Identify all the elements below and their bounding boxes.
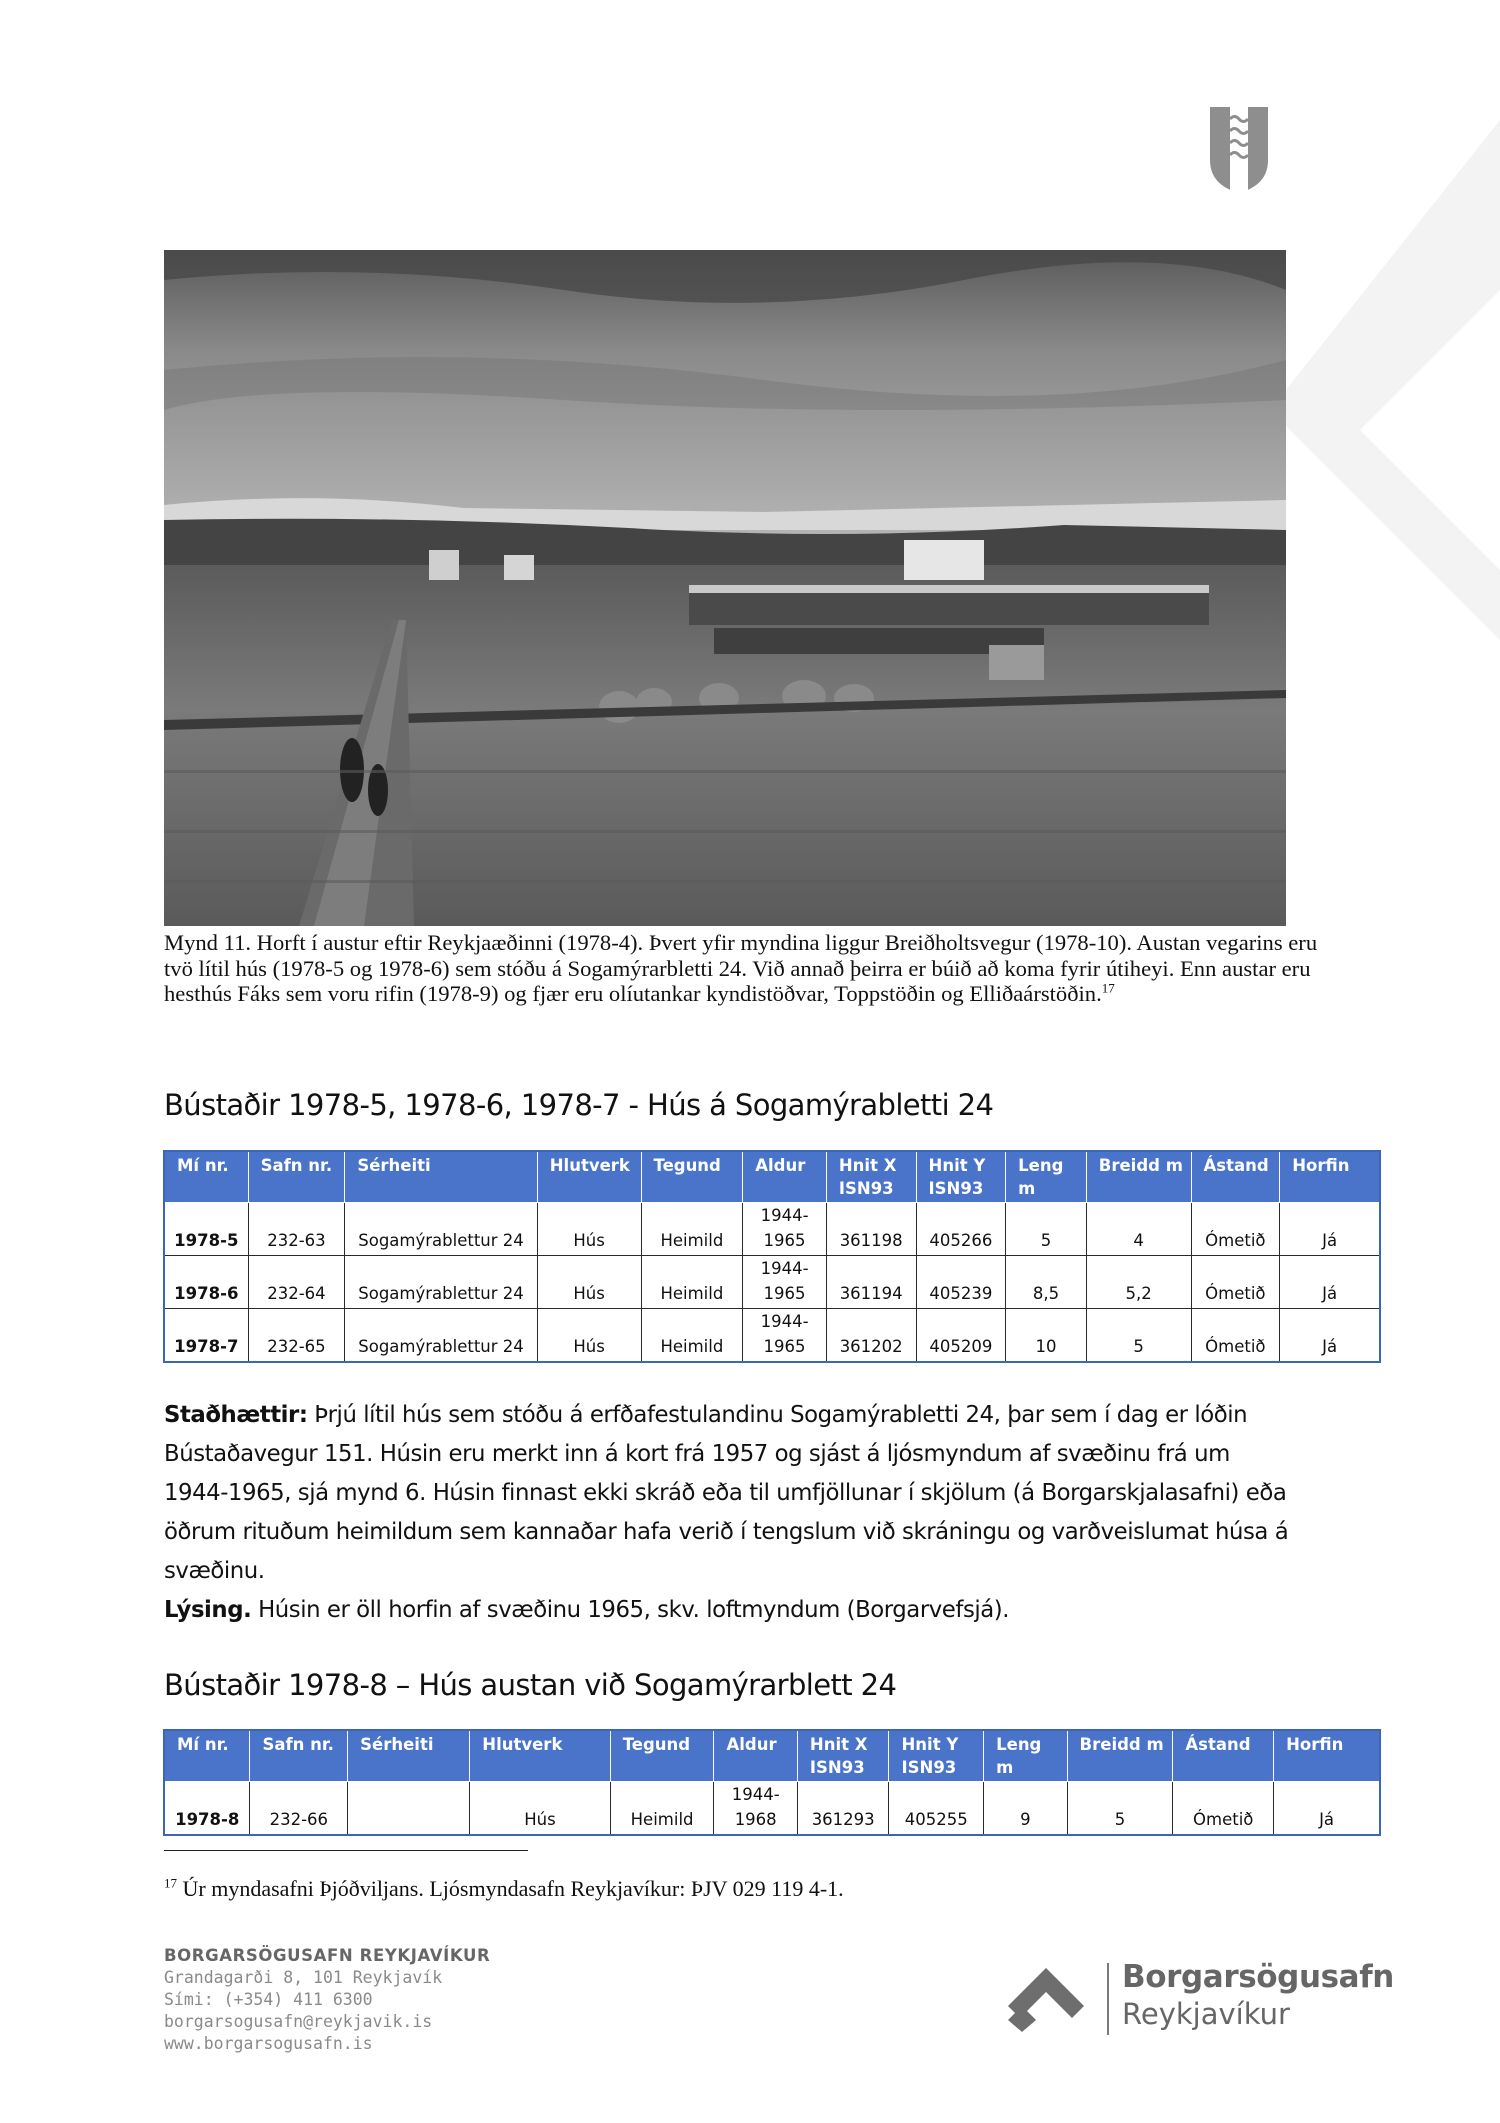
section1-heading: Bústaðir 1978-5, 1978-6, 1978-7 - Hús á Sogamýrabletti 24 xyxy=(164,1088,994,1122)
col-header: Aldur xyxy=(714,1731,797,1782)
cell-serheiti xyxy=(348,1782,470,1835)
cell-breidd: 5,2 xyxy=(1086,1256,1191,1309)
cell-hlutverk: Hús xyxy=(537,1203,641,1256)
col-header: Hlutverk xyxy=(470,1731,610,1782)
cell-aldur: 1944-1965 xyxy=(743,1309,827,1362)
cell-hnit-y: 405239 xyxy=(916,1256,1006,1309)
cell-horfin: Já xyxy=(1280,1256,1380,1309)
logo-line1: Borgarsögusafn xyxy=(1122,1959,1394,1995)
cell-astand: Ómetið xyxy=(1191,1256,1280,1309)
cell-serheiti: Sogamýrablettur 24 xyxy=(345,1203,537,1256)
cell-leng: 9 xyxy=(984,1782,1067,1835)
col-header: Hnit X ISN93 xyxy=(826,1152,916,1203)
footnote xyxy=(164,1876,844,1902)
cell-tegund: Heimild xyxy=(641,1203,743,1256)
body-text xyxy=(164,1396,1294,1630)
col-header: Ástand xyxy=(1191,1152,1280,1203)
footer-address xyxy=(164,1945,490,2055)
col-header: Hnit Y ISN93 xyxy=(889,1731,984,1782)
cell-hnit-x: 361198 xyxy=(826,1203,916,1256)
stadhaettir-label: Staðhættir: xyxy=(164,1402,308,1428)
lysing-paragraph xyxy=(164,1591,1294,1630)
reykjavik-crest-icon xyxy=(1208,105,1270,195)
footer-org-name: BORGARSÖGUSAFN REYKJAVÍKUR xyxy=(164,1946,491,1965)
cell-breidd: 4 xyxy=(1086,1203,1191,1256)
cell-tegund: Heimild xyxy=(641,1309,743,1362)
cell-horfin: Já xyxy=(1280,1203,1380,1256)
cell-horfin: Já xyxy=(1280,1309,1380,1362)
photo-caption xyxy=(164,930,1324,1007)
footer-email[interactable]: borgarsogusafn@reykjavik.is xyxy=(164,2012,433,2031)
cell-hlutverk: Hús xyxy=(470,1782,610,1835)
footer-phone: Sími: (+354) 411 6300 xyxy=(164,1990,373,2009)
cell-serheiti: Sogamýrablettur 24 xyxy=(345,1309,537,1362)
cell-serheiti: Sogamýrablettur 24 xyxy=(345,1256,537,1309)
footnote-divider xyxy=(164,1850,528,1851)
cell-aldur: 1944-1965 xyxy=(743,1203,827,1256)
lysing-text: Húsin er öll horfin af svæðinu 1965, skv. loftmyndum (Borgarvefsjá). xyxy=(258,1597,1010,1623)
col-header: Aldur xyxy=(743,1152,827,1203)
section1-table xyxy=(164,1151,1380,1362)
cell-tegund: Heimild xyxy=(641,1256,743,1309)
table-row xyxy=(165,1256,1380,1309)
cell-hnit-x: 361202 xyxy=(826,1309,916,1362)
col-header: Breidd m xyxy=(1086,1152,1191,1203)
col-header: Sérheiti xyxy=(348,1731,470,1782)
cell-safn-nr: 232-64 xyxy=(248,1256,345,1309)
cell-breidd: 5 xyxy=(1086,1309,1191,1362)
cell-hnit-x: 361293 xyxy=(797,1782,889,1835)
footnote-text: Úr myndasafni Þjóðviljans. Ljósmyndasafn Reykjavíkur: ÞJV 029 119 4-1. xyxy=(182,1876,844,1901)
cell-astand: Ómetið xyxy=(1191,1203,1280,1256)
col-header: Horfin xyxy=(1274,1731,1380,1782)
col-header: Breidd m xyxy=(1067,1731,1173,1782)
section2-heading: Bústaðir 1978-8 – Hús austan við Sogamýrarblett 24 xyxy=(164,1668,897,1702)
cell-horfin: Já xyxy=(1274,1782,1380,1835)
cell-hnit-y: 405266 xyxy=(916,1203,1006,1256)
section2-table xyxy=(164,1730,1380,1835)
col-header: Mí nr. xyxy=(165,1152,249,1203)
col-header: Tegund xyxy=(610,1731,714,1782)
logo-divider xyxy=(1107,1963,1109,2035)
logo-wordmark xyxy=(1122,1958,1394,2032)
footnote-number: 17 xyxy=(164,1875,177,1891)
cell-leng: 5 xyxy=(1006,1203,1087,1256)
footer-website[interactable]: www.borgarsogusafn.is xyxy=(164,2034,373,2053)
cell-hlutverk: Hús xyxy=(537,1309,641,1362)
col-header: Sérheiti xyxy=(345,1152,537,1203)
cell-hnit-y: 405255 xyxy=(889,1782,984,1835)
table-header-row xyxy=(165,1152,1380,1203)
col-header: Tegund xyxy=(641,1152,743,1203)
stadhaettir-text: Þrjú lítil hús sem stóðu á erfðafestulandinu Sogamýrabletti 24, þar sem í dag er lóðin Bústaðavegur 151. Húsin eru merkt inn á kort frá 1957 og sjást á ljósmyndum af svæðinu frá um 1944-1965, sjá mynd 6. Húsin finnast ekki skráð eða til umfjöllunar í skjölum (á Borgarskjalasafni) eða öðrum rituðum heimildum sem kannaðar hafa verið í tengslum við skráningu og varðveislumat húsa á svæðinu. xyxy=(164,1402,1289,1584)
col-header: Ástand xyxy=(1173,1731,1274,1782)
stadhaettir-paragraph xyxy=(164,1396,1294,1591)
cell-mi-nr: 1978-7 xyxy=(165,1309,249,1362)
cell-leng: 8,5 xyxy=(1006,1256,1087,1309)
lysing-label: Lýsing. xyxy=(164,1597,252,1623)
cell-breidd: 5 xyxy=(1067,1782,1173,1835)
table-header-row xyxy=(165,1731,1380,1782)
historical-photograph xyxy=(164,250,1286,926)
cell-mi-nr: 1978-6 xyxy=(165,1256,249,1309)
cell-hlutverk: Hús xyxy=(537,1256,641,1309)
cell-astand: Ómetið xyxy=(1173,1782,1274,1835)
col-header: Leng m xyxy=(984,1731,1067,1782)
col-header: Mí nr. xyxy=(165,1731,250,1782)
cell-safn-nr: 232-63 xyxy=(248,1203,345,1256)
logo-line2: Reykjavíkur xyxy=(1122,1997,1290,2031)
caption-text: Mynd 11. Horft í austur eftir Reykjaæðinni (1978-4). Þvert yfir myndina liggur Breiðholtsvegur (1978-10). Austan vegarins eru tvö lítil hús (1978-5 og 1978-6) sem stóðu á Sogamýrarbletti 24. Við annað þeirra er búið að koma fyrir útiheyi. Enn austar eru hesthús Fáks sem voru rifin (1978-9) og fjær eru olíutankar kyndistöðvar, Toppstöðin og Elliðaárstöðin. xyxy=(164,930,1318,1006)
table-row xyxy=(165,1782,1380,1835)
footer-street: Grandagarði 8, 101 Reykjavík xyxy=(164,1968,443,1987)
col-header: Leng m xyxy=(1006,1152,1087,1203)
cell-tegund: Heimild xyxy=(610,1782,714,1835)
col-header: Hnit Y ISN93 xyxy=(916,1152,1006,1203)
borgarsogusafn-logo-icon xyxy=(1008,1968,1084,2032)
col-header: Hlutverk xyxy=(537,1152,641,1203)
cell-hnit-y: 405209 xyxy=(916,1309,1006,1362)
cell-astand: Ómetið xyxy=(1191,1309,1280,1362)
caption-footnote-ref: 17 xyxy=(1101,980,1115,996)
col-header: Safn nr. xyxy=(250,1731,348,1782)
col-header: Hnit X ISN93 xyxy=(797,1731,889,1782)
cell-hnit-x: 361194 xyxy=(826,1256,916,1309)
cell-safn-nr: 232-66 xyxy=(250,1782,348,1835)
col-header: Safn nr. xyxy=(248,1152,345,1203)
cell-safn-nr: 232-65 xyxy=(248,1309,345,1362)
cell-mi-nr: 1978-5 xyxy=(165,1203,249,1256)
cell-aldur: 1944-1965 xyxy=(743,1256,827,1309)
table-row xyxy=(165,1309,1380,1362)
cell-aldur: 1944-1968 xyxy=(714,1782,797,1835)
cell-mi-nr: 1978-8 xyxy=(165,1782,250,1835)
table-row xyxy=(165,1203,1380,1256)
cell-leng: 10 xyxy=(1006,1309,1087,1362)
col-header: Horfin xyxy=(1280,1152,1380,1203)
